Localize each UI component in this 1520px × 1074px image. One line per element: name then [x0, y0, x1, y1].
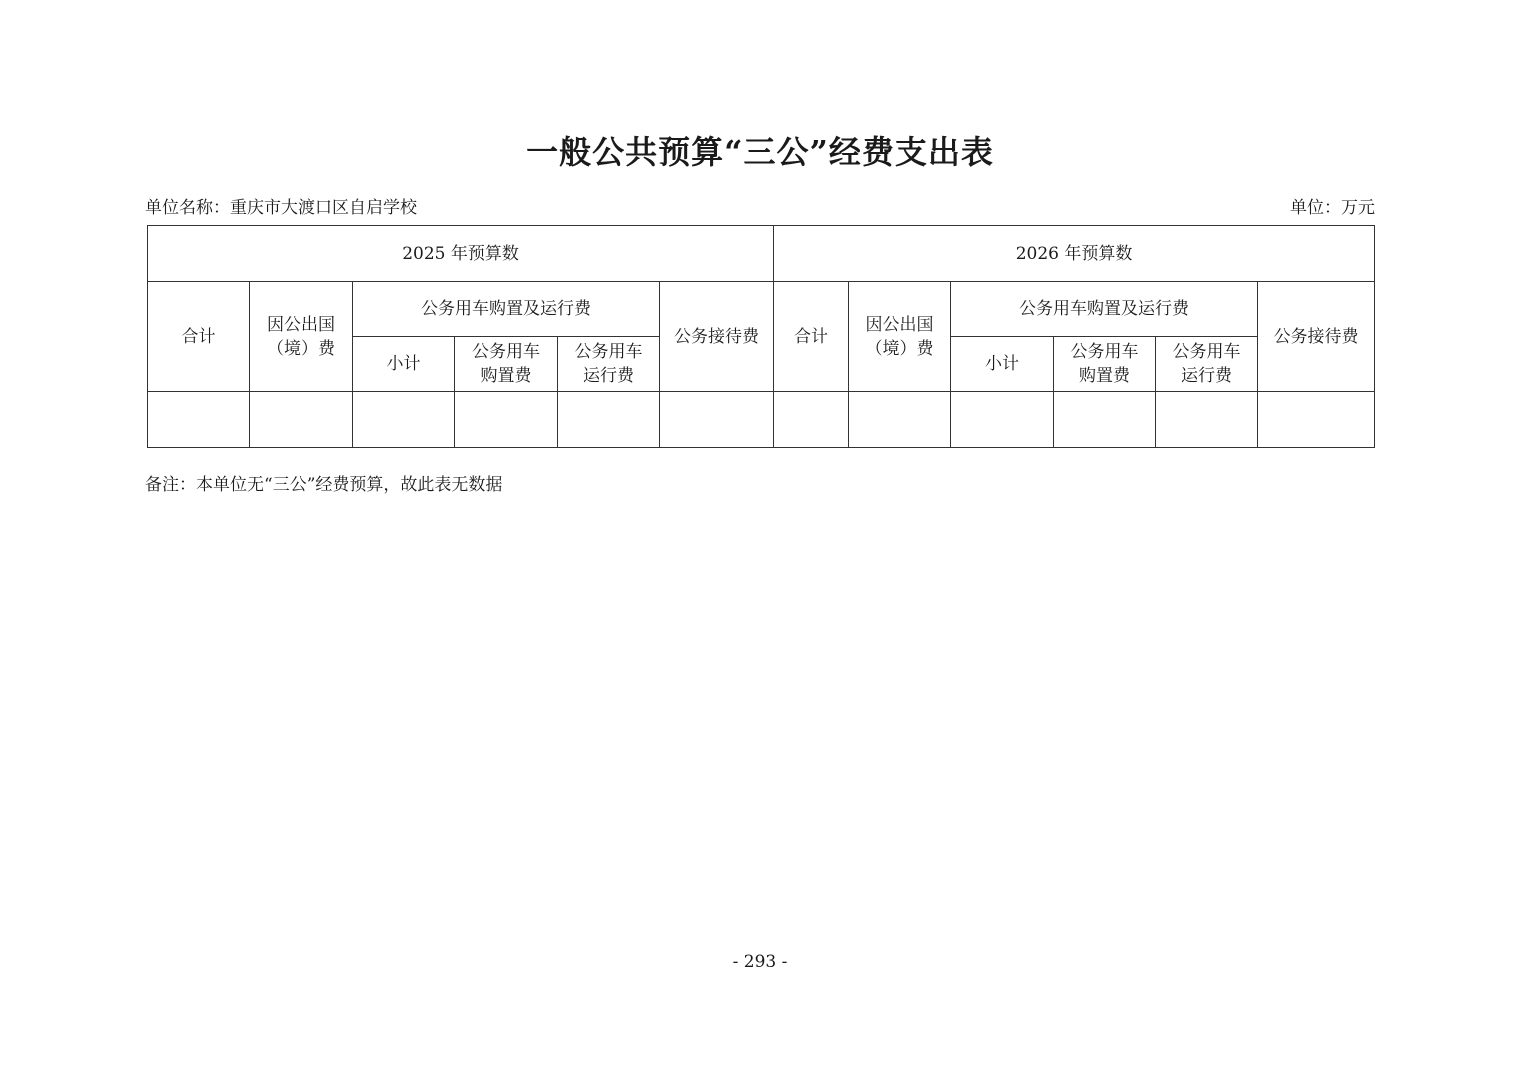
- page-title: 一般公共预算“三公”经费支出表: [526, 133, 994, 171]
- page-number: - 293 -: [732, 952, 788, 972]
- header-2026-vehicle-purchase: [1054, 337, 1156, 392]
- header-label-line: 因公出国: [267, 314, 335, 335]
- header-2026-reception: 公务接待费: [1258, 282, 1375, 392]
- table-cell: [455, 392, 558, 448]
- header-label-line: （境）费: [865, 338, 934, 359]
- header-label-line: 公务用车: [1070, 342, 1139, 362]
- budget-table: [147, 225, 1375, 448]
- header-label-line: 公务用车: [574, 342, 643, 362]
- header-label-line: 购置费: [480, 366, 532, 386]
- table-row: [148, 392, 1375, 448]
- table-cell: [774, 392, 849, 448]
- header-label-line: 运行费: [583, 366, 634, 386]
- table-cell: [558, 392, 660, 448]
- header-2026-subtotal: 小计: [951, 337, 1054, 392]
- header-label-line: 购置费: [1079, 366, 1131, 386]
- table-cell: [148, 392, 250, 448]
- table-cell: [849, 392, 951, 448]
- table-cell: [1054, 392, 1156, 448]
- unit-name: 单位名称：重庆市大渡口区自启学校: [145, 198, 417, 218]
- header-2025-total: 合计: [148, 282, 250, 392]
- header-2025-reception: 公务接待费: [660, 282, 774, 392]
- header-2025-vehicle-operation: [558, 337, 660, 392]
- header-2026-total: 合计: [774, 282, 849, 392]
- header-2025-budget: 2025 年预算数: [148, 226, 774, 282]
- header-2025-vehicle-purchase: [455, 337, 558, 392]
- table-header-row-years: [148, 226, 1375, 282]
- header-2025-vehicle-group: 公务用车购置及运行费: [353, 282, 660, 337]
- unit-label: 单位：万元: [1290, 198, 1375, 218]
- header-2026-vehicle-group: 公务用车购置及运行费: [951, 282, 1258, 337]
- table-cell: [1156, 392, 1258, 448]
- header-2026-budget: 2026 年预算数: [774, 226, 1375, 282]
- header-2026-vehicle-operation: [1156, 337, 1258, 392]
- header-2025-subtotal: 小计: [353, 337, 455, 392]
- table-header-row-categories: [148, 282, 1375, 337]
- table-cell: [1258, 392, 1375, 448]
- header-label-line: 公务用车: [472, 342, 540, 362]
- table-cell: [353, 392, 455, 448]
- header-label-line: 因公出国: [865, 314, 934, 335]
- header-2026-overseas: [849, 282, 951, 392]
- header-label-line: 公务用车: [1172, 342, 1241, 362]
- table-cell: [250, 392, 353, 448]
- header-label-line: （境）费: [267, 338, 335, 359]
- table-cell: [951, 392, 1054, 448]
- header-2025-overseas: [250, 282, 353, 392]
- table-cell: [660, 392, 774, 448]
- header-label-line: 运行费: [1181, 366, 1233, 386]
- remark-note: 备注：本单位无“三公”经费预算，故此表无数据: [145, 475, 503, 495]
